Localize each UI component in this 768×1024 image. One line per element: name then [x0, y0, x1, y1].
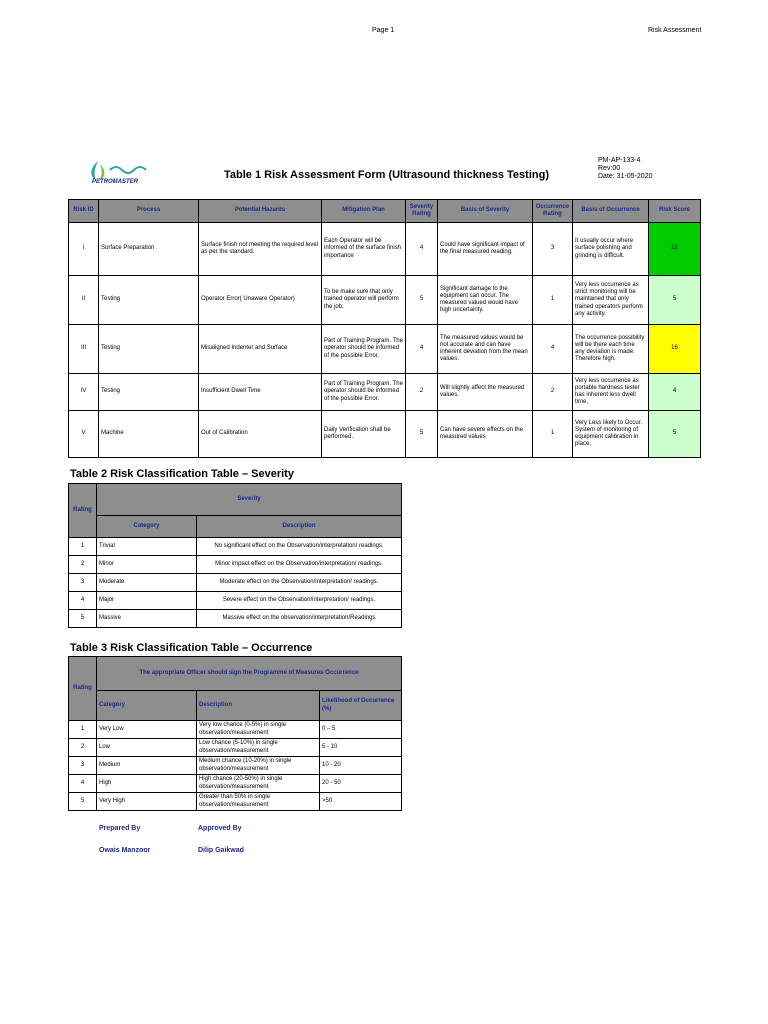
table-row	[69, 411, 701, 458]
header-risk-score: Risk Score	[649, 200, 701, 223]
occurrence-classification-table	[68, 656, 402, 811]
cell-process: Testing	[99, 374, 199, 411]
cell-likelihood: >50	[320, 793, 402, 811]
cell-hazard: Insufficient Dwell Time	[199, 374, 322, 411]
document-label: Risk Assessment	[648, 27, 702, 34]
cell-severity: 2	[406, 374, 438, 411]
cell-category: Major	[97, 592, 197, 610]
cell-severity: 4	[406, 223, 438, 276]
cell-process: Machine	[99, 411, 199, 458]
header-basis-severity: Basis of Severity	[438, 200, 533, 223]
cell-mitigation: Each Operator will be informed of the surface finish importance	[322, 223, 406, 276]
cell-likelihood: 20 - 50	[320, 775, 402, 793]
cell-basis-occurrence: It usually occur where surface polishing and grinding is difficult.	[573, 223, 649, 276]
approved-by-label: Approved By	[198, 825, 242, 832]
header-mitigation: Mitigation Plan	[322, 200, 406, 223]
cell-occurrence: 4	[533, 325, 573, 374]
cell-description: High chance (20-50%) in single observation/measurement	[197, 775, 320, 793]
header-severity-group: Severity	[97, 484, 402, 516]
cell-hazard: Out of Calibration	[199, 411, 322, 458]
table-row	[69, 610, 402, 628]
cell-risk-id: II	[69, 276, 99, 325]
header-hazards: Potential Hazards	[199, 200, 322, 223]
cell-description: No significant effect on the Observation/interpretation/ readings.	[197, 538, 402, 556]
cell-basis-occurrence: Very less occurrence as portable hardness tester has inherent less dwell time.	[573, 374, 649, 411]
cell-likelihood: 5 - 10	[320, 739, 402, 757]
cell-occurrence: 3	[533, 223, 573, 276]
cell-hazard: Surface finish not meeting the required level as per the standard.	[199, 223, 322, 276]
approved-by-name: Dilip Gaikwad	[198, 847, 244, 854]
petromaster-logo	[84, 158, 154, 190]
cell-risk-score: 16	[649, 325, 701, 374]
cell-basis-occurrence: Very Less likely to Occur. System of monitoring of equipment calibration in place.	[573, 411, 649, 458]
table-row	[69, 721, 402, 739]
table-row	[69, 223, 701, 276]
cell-description: Low chance (5-10%) in single observation/measurement	[197, 739, 320, 757]
cell-likelihood: 0 – 5	[320, 721, 402, 739]
table1-header-row	[69, 200, 701, 223]
cell-mitigation: Part of Training Program. The operator should be informed of the possible Error.	[322, 374, 406, 411]
cell-description: Severe effect on the Observation/interpretation/ readings.	[197, 592, 402, 610]
cell-basis-severity: Can have severe effects on the measured values	[438, 411, 533, 458]
cell-likelihood: 10 - 20	[320, 757, 402, 775]
header-category: Category	[97, 516, 197, 538]
cell-basis-severity: Will slightly affect the measured values.	[438, 374, 533, 411]
cell-severity: 5	[406, 411, 438, 458]
table-row	[69, 556, 402, 574]
table-row	[69, 775, 402, 793]
prepared-by-name: Owais Manzoor	[99, 847, 151, 854]
doc-code: PM-AP-133-4	[598, 157, 641, 164]
cell-occurrence: 2	[533, 374, 573, 411]
table-row	[69, 276, 701, 325]
cell-occurrence: 1	[533, 411, 573, 458]
table2-title: Table 2 Risk Classification Table – Severity	[70, 468, 294, 480]
cell-process: Surface Preparation	[99, 223, 199, 276]
logo-drop-icon	[84, 158, 154, 190]
table3-title: Table 3 Risk Classification Table – Occurrence	[70, 642, 313, 654]
cell-basis-severity: Could have significant impact of the final measured reading.	[438, 223, 533, 276]
cell-category: Medium	[97, 757, 197, 775]
header-rating: Rating	[69, 484, 97, 538]
prepared-by-label: Prepared By	[99, 825, 141, 832]
cell-risk-score: 5	[649, 276, 701, 325]
cell-rating: 4	[69, 592, 97, 610]
cell-mitigation: To be make sure that only trained operator will perform the job.	[322, 276, 406, 325]
table-row	[69, 538, 402, 556]
table-row	[69, 374, 701, 411]
risk-assessment-table	[68, 199, 701, 458]
cell-category: Minor	[97, 556, 197, 574]
cell-category: Massive	[97, 610, 197, 628]
cell-basis-severity: Significant damage to the equipment can occur. The measured valued would have high uncertainty.	[438, 276, 533, 325]
cell-rating: 2	[69, 556, 97, 574]
cell-rating: 1	[69, 721, 97, 739]
cell-severity: 4	[406, 325, 438, 374]
cell-basis-occurrence: Very less occurrence as strict monitoring will be maintained that only trained operators perform any activity.	[573, 276, 649, 325]
cell-category: Very High	[97, 793, 197, 811]
cell-risk-score: 4	[649, 374, 701, 411]
cell-basis-severity: The measured values would be not accurate and can have inherent deviation from the mean values.	[438, 325, 533, 374]
cell-process: Testing	[99, 325, 199, 374]
page-number: Page 1	[372, 27, 395, 34]
cell-rating: 2	[69, 739, 97, 757]
cell-hazard: Operator Error( Unaware Operator)	[199, 276, 322, 325]
cell-risk-id: III	[69, 325, 99, 374]
cell-process: Testing	[99, 276, 199, 325]
cell-category: Low	[97, 739, 197, 757]
cell-risk-score: 12	[649, 223, 701, 276]
severity-classification-table	[68, 483, 402, 628]
cell-category: Moderate	[97, 574, 197, 592]
cell-description: Medium chance (10-20%) in single observation/measurement	[197, 757, 320, 775]
logo-text: PETROMASTER	[92, 179, 139, 185]
doc-date: Date: 31-05-2020	[598, 173, 653, 181]
table-row	[69, 574, 402, 592]
cell-risk-id: I	[69, 223, 99, 276]
cell-description: Greater than 50% in single observation/measurement	[197, 793, 320, 811]
table-row	[69, 757, 402, 775]
table-row	[69, 793, 402, 811]
header-category: Category	[97, 691, 197, 721]
table-row	[69, 325, 701, 374]
header-occurrence: Occurrence Rating	[533, 200, 573, 223]
cell-category: Very Low	[97, 721, 197, 739]
cell-rating: 3	[69, 574, 97, 592]
cell-mitigation: Part of Training Program. The operator should be informed of the possible Error.	[322, 325, 406, 374]
cell-category: High	[97, 775, 197, 793]
table-row	[69, 739, 402, 757]
header-basis-occurrence: Basis of Occurrence	[573, 200, 649, 223]
header-description: Description	[197, 691, 320, 721]
cell-risk-id: V	[69, 411, 99, 458]
cell-category: Trivial	[97, 538, 197, 556]
cell-rating: 1	[69, 538, 97, 556]
cell-occurrence: 1	[533, 276, 573, 325]
cell-hazard: Misaligned Indenter and Surface	[199, 325, 322, 374]
cell-risk-score: 5	[649, 411, 701, 458]
cell-rating: 5	[69, 793, 97, 811]
header-likelihood: Likelihood of Occurrence (%)	[320, 691, 402, 721]
cell-rating: 4	[69, 775, 97, 793]
doc-meta	[598, 157, 652, 181]
doc-rev: Rev:00	[598, 165, 621, 173]
header-description: Description	[197, 516, 402, 538]
cell-description: Massive effect on the observation/interpretation/Readings	[197, 610, 402, 628]
header-occurrence-group: The appropriate Officer should sign the Programme of Measures Occurrence	[97, 657, 402, 691]
table1-title: Table 1 Risk Assessment Form (Ultrasound thickness Testing)	[224, 169, 549, 181]
cell-risk-id: IV	[69, 374, 99, 411]
cell-rating: 5	[69, 610, 97, 628]
header-severity: Severity Rating	[406, 200, 438, 223]
table-row	[69, 592, 402, 610]
cell-mitigation: Daily Verification shall be performed.	[322, 411, 406, 458]
cell-description: Very low chance (0-5%) in single observation/measurement	[197, 721, 320, 739]
cell-description: Moderate effect on the Observation/interpretation/ readings.	[197, 574, 402, 592]
cell-severity: 5	[406, 276, 438, 325]
cell-basis-occurrence: The occurrence possibility will be there each time any deviation is made. Therefore high.	[573, 325, 649, 374]
header-process: Process	[99, 200, 199, 223]
cell-rating: 3	[69, 757, 97, 775]
header-risk-id: Risk ID	[69, 200, 99, 223]
header-rating: Rating	[69, 657, 97, 721]
cell-description: Minor impact effect on the Observation/interpretation/ readings.	[197, 556, 402, 574]
